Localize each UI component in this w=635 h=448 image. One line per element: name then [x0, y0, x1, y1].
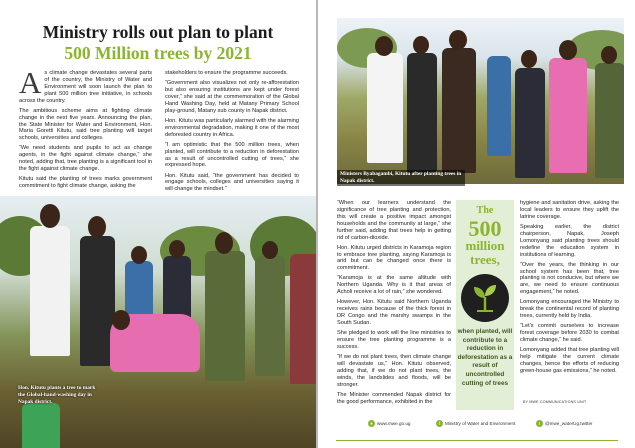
footer-divider — [336, 440, 618, 441]
article-paragraph: “Karamoja is at the same altitude with Northern Uganda. Why is it that areas of Acholi receive a lot of rain,” she wondered. — [337, 275, 451, 296]
person-figure — [205, 251, 245, 381]
person-head — [169, 240, 185, 258]
article-paragraph: Speaking earlier, the district chairperson, Napak, Joseph Lomonyang said planting trees should redefine the education system in institutions of learning. — [520, 223, 619, 258]
article-paragraph: “When our learners understand the significance of tree planting and protection, this will create a positive impact amongst households and the community at large,” she further said, adding that trees help in getting rid of carbon-dioxide. — [337, 200, 451, 241]
article-paragraph: Hon. Kitutu said, “the government has decided to engage schools, colleges and universities saying it will change the mindset.” — [165, 172, 299, 193]
article-paragraph: “We need students and pupils to act as change agents, in the fight against climate change,” she noted, adding that, tree planting is a significant tool in the fight against climate change. — [19, 145, 152, 173]
person-head — [559, 40, 577, 60]
ministers-photo — [337, 18, 624, 184]
article-paragraph: Kitutu said the planting of trees marks government commitment to fight climate change, asking the — [19, 176, 152, 190]
photo-caption: Hon. Kitutu plants a tree to mark the Global-hand-washing day in Napak district. — [18, 385, 96, 405]
watering-can — [22, 403, 60, 448]
article-paragraph: However, Hon. Kitutu said Northern Uganda receives rains because of the thick forest in DR Congo and the marshy swamps in the South Sudan. — [337, 299, 451, 327]
footer-website[interactable] — [368, 420, 410, 427]
photo-caption: Ministers Byabagambi, Kitutu after planting trees in Napak district. — [337, 170, 465, 186]
person-head — [375, 36, 393, 56]
person-head — [601, 46, 617, 64]
person-head — [449, 30, 467, 50]
person-figure — [407, 53, 437, 173]
article-headline: Ministry rolls out plan to plant — [42, 22, 274, 42]
highlight-the: The — [476, 205, 494, 216]
person-figure — [255, 256, 285, 376]
footer-twitter[interactable] — [536, 420, 593, 427]
article-subheadline: 500 Million trees by 2021 — [64, 43, 252, 63]
person-head — [112, 310, 130, 330]
article-paragraph: hygiene and sanitation drive, asking the local leaders to ensure they uplift the latrine coverage. — [520, 200, 619, 220]
article-paragraph: “Let's commit ourselves to increase forest coverage before 2030 to combat climate change,” he said. — [520, 323, 619, 344]
person-figure — [515, 68, 545, 178]
footer-ministry-text: Ministry of Water and Environment — [445, 421, 516, 426]
twitter-icon: t — [536, 420, 543, 427]
article-paragraph: “Government also visualizes not only re-afforestation but also ensuring institutions are kept under forest cover,” she said at the commemoration of the Global Hand Washing Day, held at Matany Primary School play-ground, Matany sub county in Napak district. — [165, 80, 299, 114]
highlight-box — [456, 200, 514, 410]
article-paragraph: The ambitious scheme aims at fighting climate change in the next five years. Announcing the plan, the State Minister for Water and Environment, Hon. Maria Goretti Kitutu, said tree planting will target schools, universities and colleges. — [19, 107, 152, 142]
person-head — [262, 241, 278, 259]
article-paragraph: As climate change devastates several parts of the country, the Ministry of Water and Environment will soon launch the plan to plant 500 million tree initiative, in schools across the country. — [19, 65, 152, 104]
person-head — [521, 50, 537, 68]
highlight-million: million — [465, 238, 505, 253]
person-head — [88, 216, 106, 238]
person-figure — [595, 63, 624, 178]
article-paragraph: The Minister commended Napak district for the good performance, exhibited in the — [337, 391, 451, 405]
globe-icon: ● — [368, 420, 375, 427]
footer-twitter-text: @mwe_waterUg.twitter — [545, 421, 593, 426]
left-page — [0, 0, 316, 448]
person-figure — [290, 254, 316, 384]
article-column-3 — [337, 200, 451, 409]
person-figure — [549, 58, 587, 173]
article-paragraph: Lomonyang encouraged the Ministry to break the continental record of planting trees, currently held by India. — [520, 299, 619, 320]
person-figure — [367, 53, 403, 163]
person-head — [131, 246, 147, 264]
article-paragraph: “I am optimistic that the 500 million trees, when planted, will contribute to a reduction in deforestation as a result of uncontrolled cutting of trees,” she expressed hope. — [165, 141, 299, 169]
person-figure — [487, 56, 511, 156]
article-paragraph: She pledged to work will the line ministries to ensure the tree planting programme is a success. — [337, 330, 451, 350]
byline: BY MWE COMMUNICATIONS UNIT — [523, 400, 587, 404]
article-paragraph: stakeholders to ensure the programme succeeds. — [165, 70, 288, 76]
highlight-trees: trees, — [470, 252, 500, 267]
article-paragraph: Hon. Kitutu was particularly alarmed with the alarming environmental degradation, making it one of the most deforested country in Africa. — [165, 117, 299, 138]
person-figure — [30, 226, 70, 356]
article-column-2 — [165, 70, 299, 196]
article-paragraph: “If we do not plant trees, then climate change will devastate us,” Hon. Kitutu observed, adding that, if we do not plant trees, the winds, the landslides and floods, will be stronger. — [337, 354, 451, 388]
person-head — [413, 36, 429, 54]
highlight-text: when planted, will contribute to a reduction in deforestation as a result of uncontrolled cutting of trees — [457, 328, 513, 387]
footer-ministry — [436, 420, 515, 427]
seedling-icon — [461, 274, 509, 322]
article-paragraph: Lomonyang added that tree planting will help mitigate the current climate changes, hence the efforts of reducing green-house gas emissions,” he noted. — [520, 347, 619, 374]
article-paragraph: “Over the years, the thinking in our school system has been that, tree planting is not conducive, but where we are, we need to ensure continuous engagement,” he noted. — [520, 261, 619, 296]
person-head — [215, 232, 233, 254]
person-head — [40, 204, 60, 228]
facebook-icon: f — [436, 420, 443, 427]
highlight-number: 500 — [468, 216, 502, 241]
article-column-4 — [520, 200, 619, 378]
page-footer — [318, 414, 635, 448]
person-figure — [442, 48, 476, 173]
drop-cap: A — [19, 65, 42, 100]
article-column-1 — [19, 65, 152, 193]
footer-website-text: www.mwe.go.ug — [377, 421, 411, 426]
article-paragraph: Hon. Kitutu urged districts in Karamoja region to embrace tree planting, saying Karamoja is arid but can be changed once there is commitment. — [337, 244, 451, 272]
